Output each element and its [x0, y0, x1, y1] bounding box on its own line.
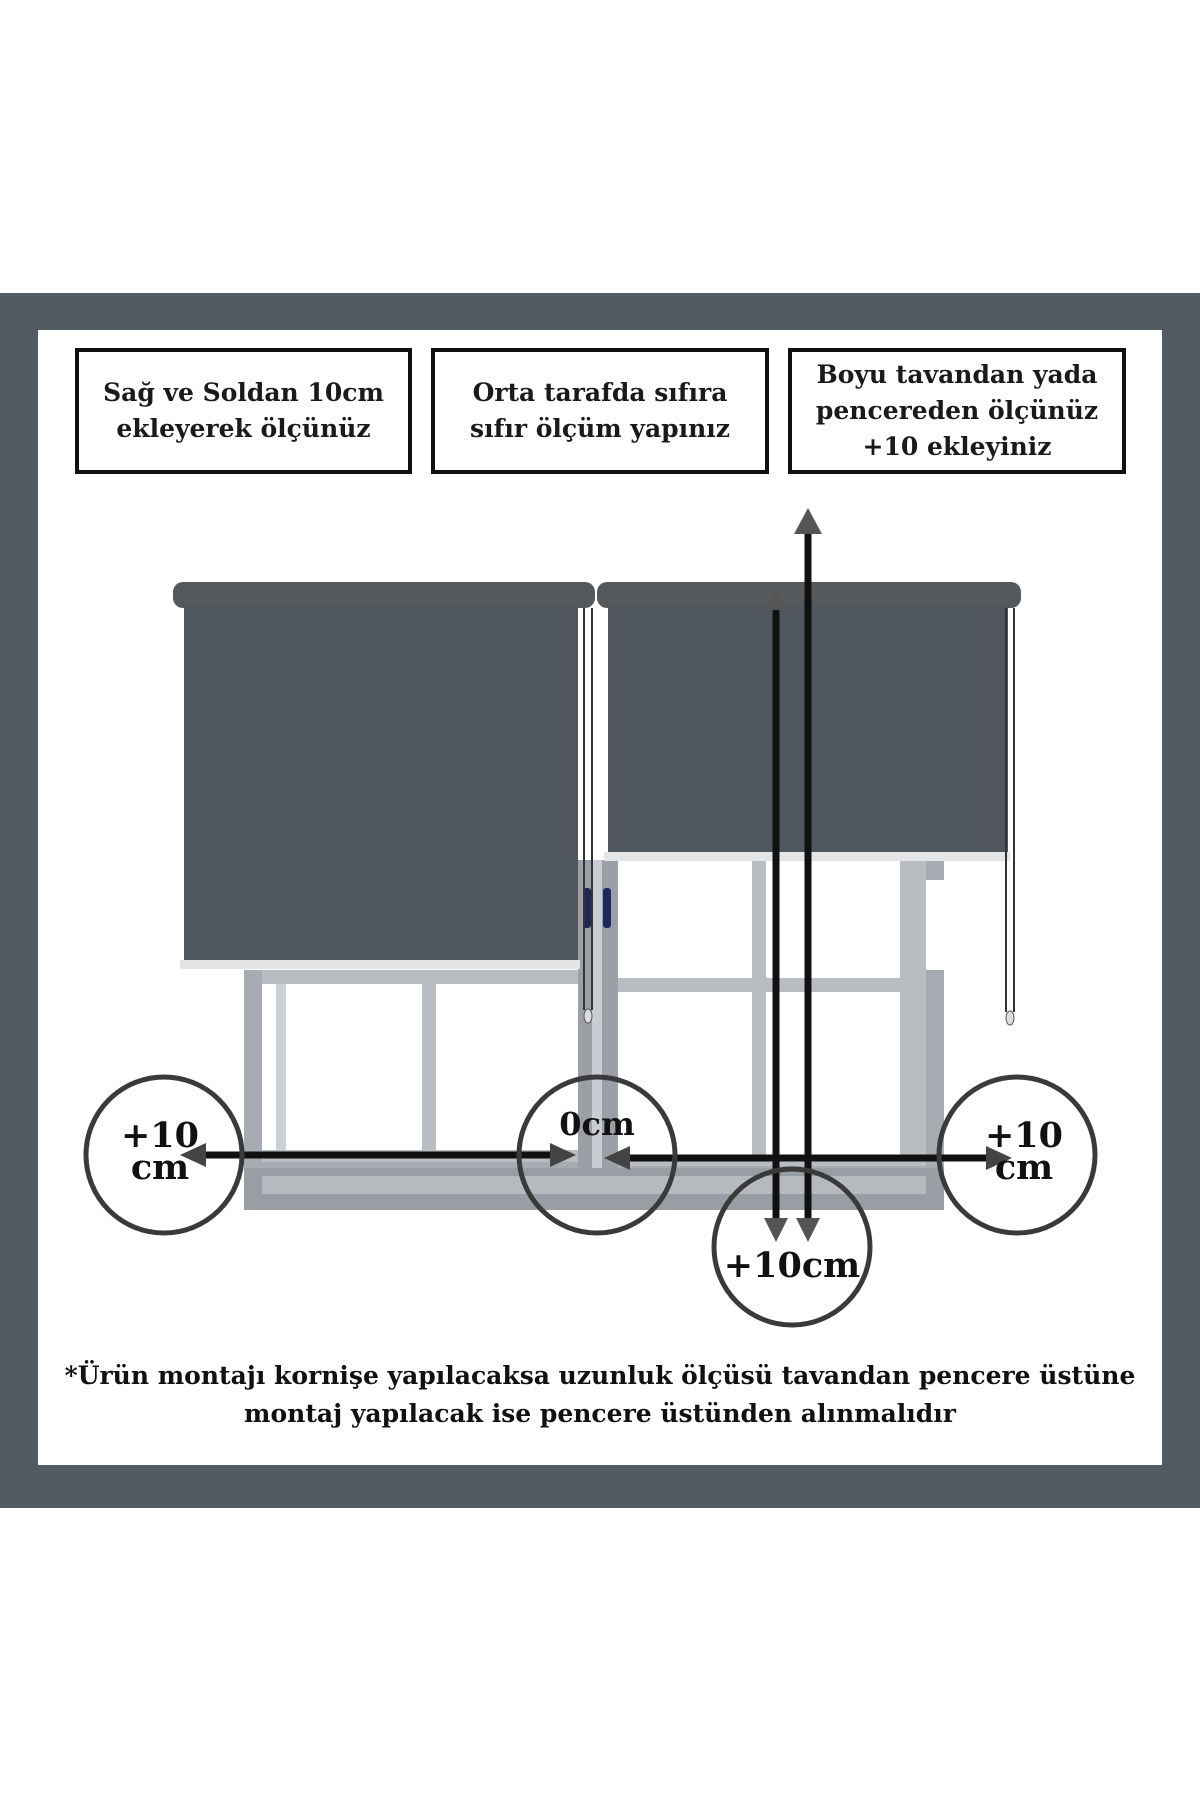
instruction-box-center: Orta tarafda sıfıra sıfır ölçüm yapınız: [431, 348, 769, 474]
mounting-footnote: *Ürün montajı kornişe yapılacaksa uzunluk ölçüsü tavandan pencere üstüne montaj yapılacak ise pencere üstünden alınmalıdır: [64, 1361, 1136, 1428]
marker-label-bottom: +10cm: [723, 1245, 861, 1286]
marker-label-left: +10 cm: [120, 1115, 200, 1188]
marker-label-right: +10 cm: [984, 1115, 1064, 1188]
instruction-box-width: Sağ ve Soldan 10cm ekleyerek ölçünüz: [75, 348, 412, 474]
instruction-box-height: Boyu tavandan yada pencereden ölçünüz +10 ekleyiniz: [788, 348, 1126, 474]
left-roller-blind: [173, 582, 595, 1023]
marker-label-center: 0cm: [559, 1105, 635, 1143]
